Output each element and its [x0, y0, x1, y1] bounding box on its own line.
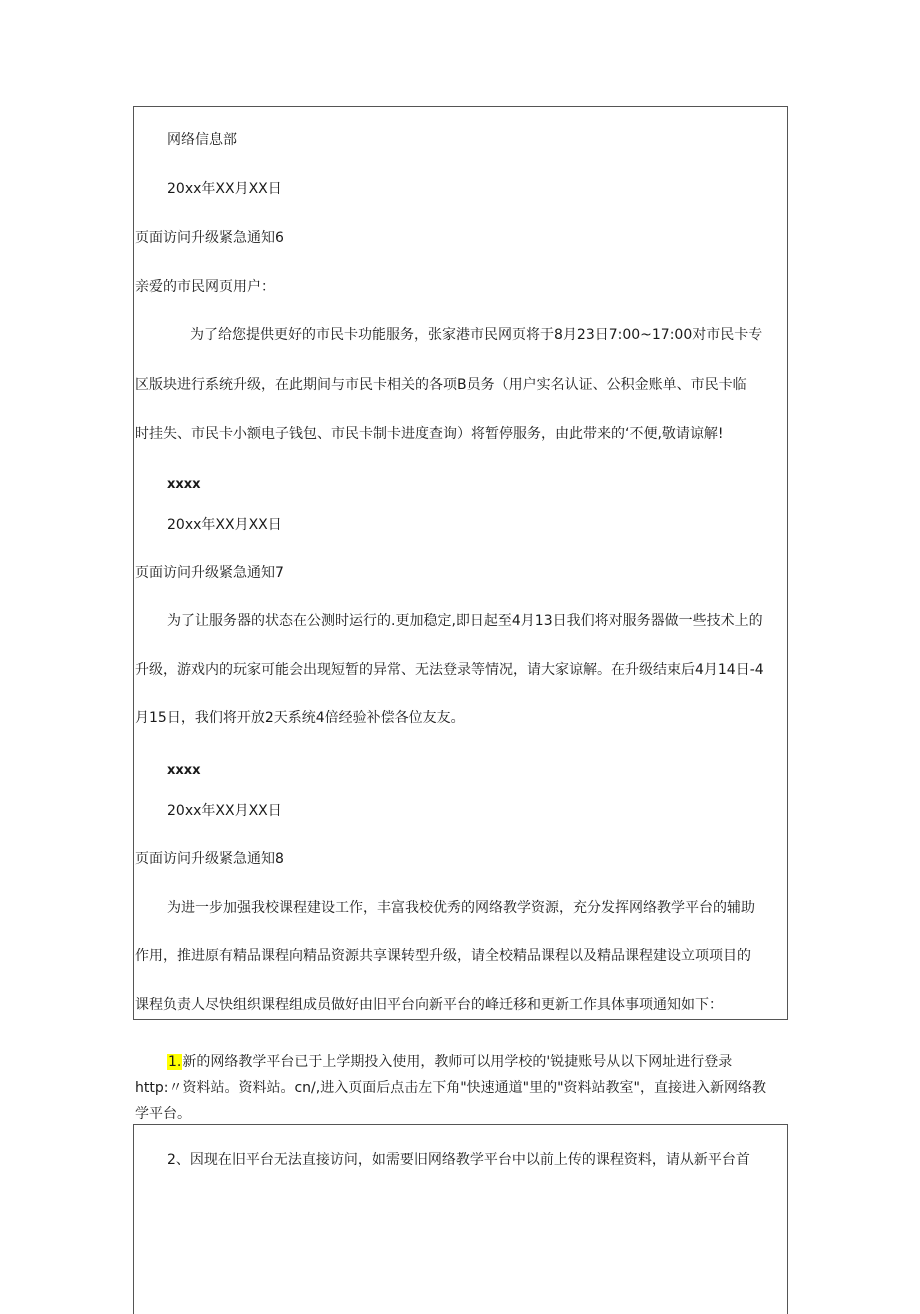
notice-body-line: 月15日，我们将开放2天系统4倍经验补偿各位友友。	[135, 710, 465, 726]
notice-date: 20xx年XX月XX日	[167, 181, 282, 197]
notice-body-line: 为了给您提供更好的市民卡功能服务，张家港市民网页将于8月23日7:00~17:00对市民卡专	[190, 327, 763, 343]
notice-title: 页面访问升级紧急通知8	[135, 851, 284, 867]
notice-body-line: 升级，游戏内的玩家可能会出现短暂的异常、无法登录等情况，请大家谅解。在升级结束后4月14日-4	[135, 662, 764, 678]
notice-date: 20xx年XX月XX日	[167, 803, 282, 819]
list-item-2-line: 2、因现在旧平台无法直接访问，如需要旧网络教学平台中以前上传的课程资料，请从新平台首	[167, 1152, 750, 1168]
notice-body-line: 为了让服务器的状态在公测时运行的.更加稳定,即日起至4月13日我们将对服务器做一些技术上的	[167, 613, 763, 629]
list-item-1-line: 学平台。	[135, 1106, 191, 1122]
list-item-text: 新的网络教学平台已于上学期投入使用，教师可以用学校的'锐捷账号从以下网址进行登录	[182, 1054, 733, 1070]
department-signature: 网络信息部	[167, 132, 237, 148]
notice-body-line: 作用，推进原有精品课程向精品资源共享课转型升级，请全校精品课程以及精品课程建设立项项目的	[135, 948, 751, 964]
list-item-number: 1.	[168, 1054, 182, 1070]
notice-title: 页面访问升级紧急通知7	[135, 565, 284, 581]
notice-body-line: 为进一步加强我校课程建设工作，丰富我校优秀的网络教学资源，充分发挥网络教学平台的辅助	[167, 900, 755, 916]
notice-body-line: 时挂失、市民卡小额电子钱包、市民卡制卡进度查询）将暂停服务，由此带来的‘不便,敬请谅解!	[135, 426, 724, 442]
notice-body-line: 区版块进行系统升级，在此期间与市民卡相关的各项B员务（用户实名认证、公积金账单、市民卡临	[135, 377, 747, 393]
list-item-1-line	[167, 1053, 732, 1071]
list-item-1-line: http:〃资料站。资料站。cn/,进入页面后点击左下角"快速通道"里的"资料站教室"，直接进入新网络教	[135, 1080, 766, 1096]
notice-greeting: 亲爱的市民网页用户：	[135, 279, 275, 295]
notice-signature: xxxx	[167, 763, 201, 778]
notice-body-line: 课程负责人尽快组织课程组成员做好由旧平台向新平台的峰迁移和更新工作具体事项通知如下：	[135, 997, 723, 1013]
notice-title: 页面访问升级紧急通知6	[135, 230, 284, 246]
notice-signature: xxxx	[167, 477, 201, 492]
notice-date: 20xx年XX月XX日	[167, 517, 282, 533]
